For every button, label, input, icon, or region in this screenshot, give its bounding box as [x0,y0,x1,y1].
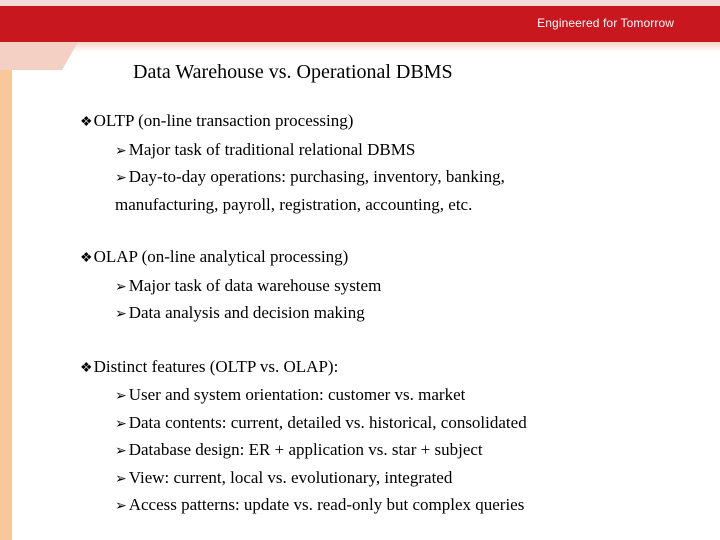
section-heading: OLAP (on-line analytical processing) [93,247,349,266]
arrow-bullet-icon: ➢ [115,470,127,487]
bullet-item [80,492,700,520]
header-fade [0,42,720,52]
bullet-continuation: manufacturing, payroll, registration, accounting, etc. [115,194,473,214]
corner-decoration [0,30,100,70]
bullet-text: Data analysis and decision making [128,303,365,322]
bullet-text: Major task of data warehouse system [128,275,382,295]
bullet-text: Data contents: current, detailed vs. historical, consolidated [128,412,527,432]
section-heading-row [80,108,700,137]
bullet-text: Major task of traditional relational DBMS [128,139,416,159]
bullet-text: Day-to-day operations: purchasing, inventory, banking, [128,167,505,186]
arrow-bullet-icon: ➢ [115,443,127,459]
bullet-item [80,410,700,438]
slide-title: Data Warehouse vs. Operational DBMS [133,61,453,83]
section-heading-row [80,244,700,273]
diamond-bullet-icon: ❖ [80,115,93,130]
arrow-bullet-icon: ➢ [115,498,127,514]
bullet-item [80,164,700,192]
section-oltp [80,108,700,218]
arrow-bullet-icon: ➢ [115,170,127,186]
slide-content [80,108,700,520]
bullet-item [80,273,700,301]
arrow-bullet-icon: ➢ [115,306,127,322]
arrow-bullet-icon: ➢ [115,278,127,295]
bullet-item [80,137,700,165]
bullet-text: User and system orientation: customer vs. market [128,385,466,404]
section-heading: Distinct features (OLTP vs. OLAP): [93,356,339,376]
arrow-bullet-icon: ➢ [115,142,127,159]
diamond-bullet-icon: ❖ [80,251,93,266]
section-olap [80,244,700,328]
diamond-bullet-icon: ❖ [80,360,93,376]
bullet-text: View: current, local vs. evolutionary, integrated [128,467,453,487]
bullet-item [80,300,700,328]
arrow-bullet-icon: ➢ [115,388,127,404]
bullet-item [80,465,700,493]
bullet-item [80,437,700,465]
header-tagline: Engineered for Tomorrow [537,16,674,30]
left-accent-bar [0,42,12,540]
bullet-text: Access patterns: update vs. read-only but complex queries [128,495,525,514]
bullet-text: Database design: ER + application vs. star + subject [128,440,483,459]
arrow-bullet-icon: ➢ [115,415,127,432]
section-heading: OLTP (on-line transaction processing) [93,111,354,130]
section-heading-row [80,354,700,383]
bullet-item [80,382,700,410]
section-distinct-features [80,354,700,520]
